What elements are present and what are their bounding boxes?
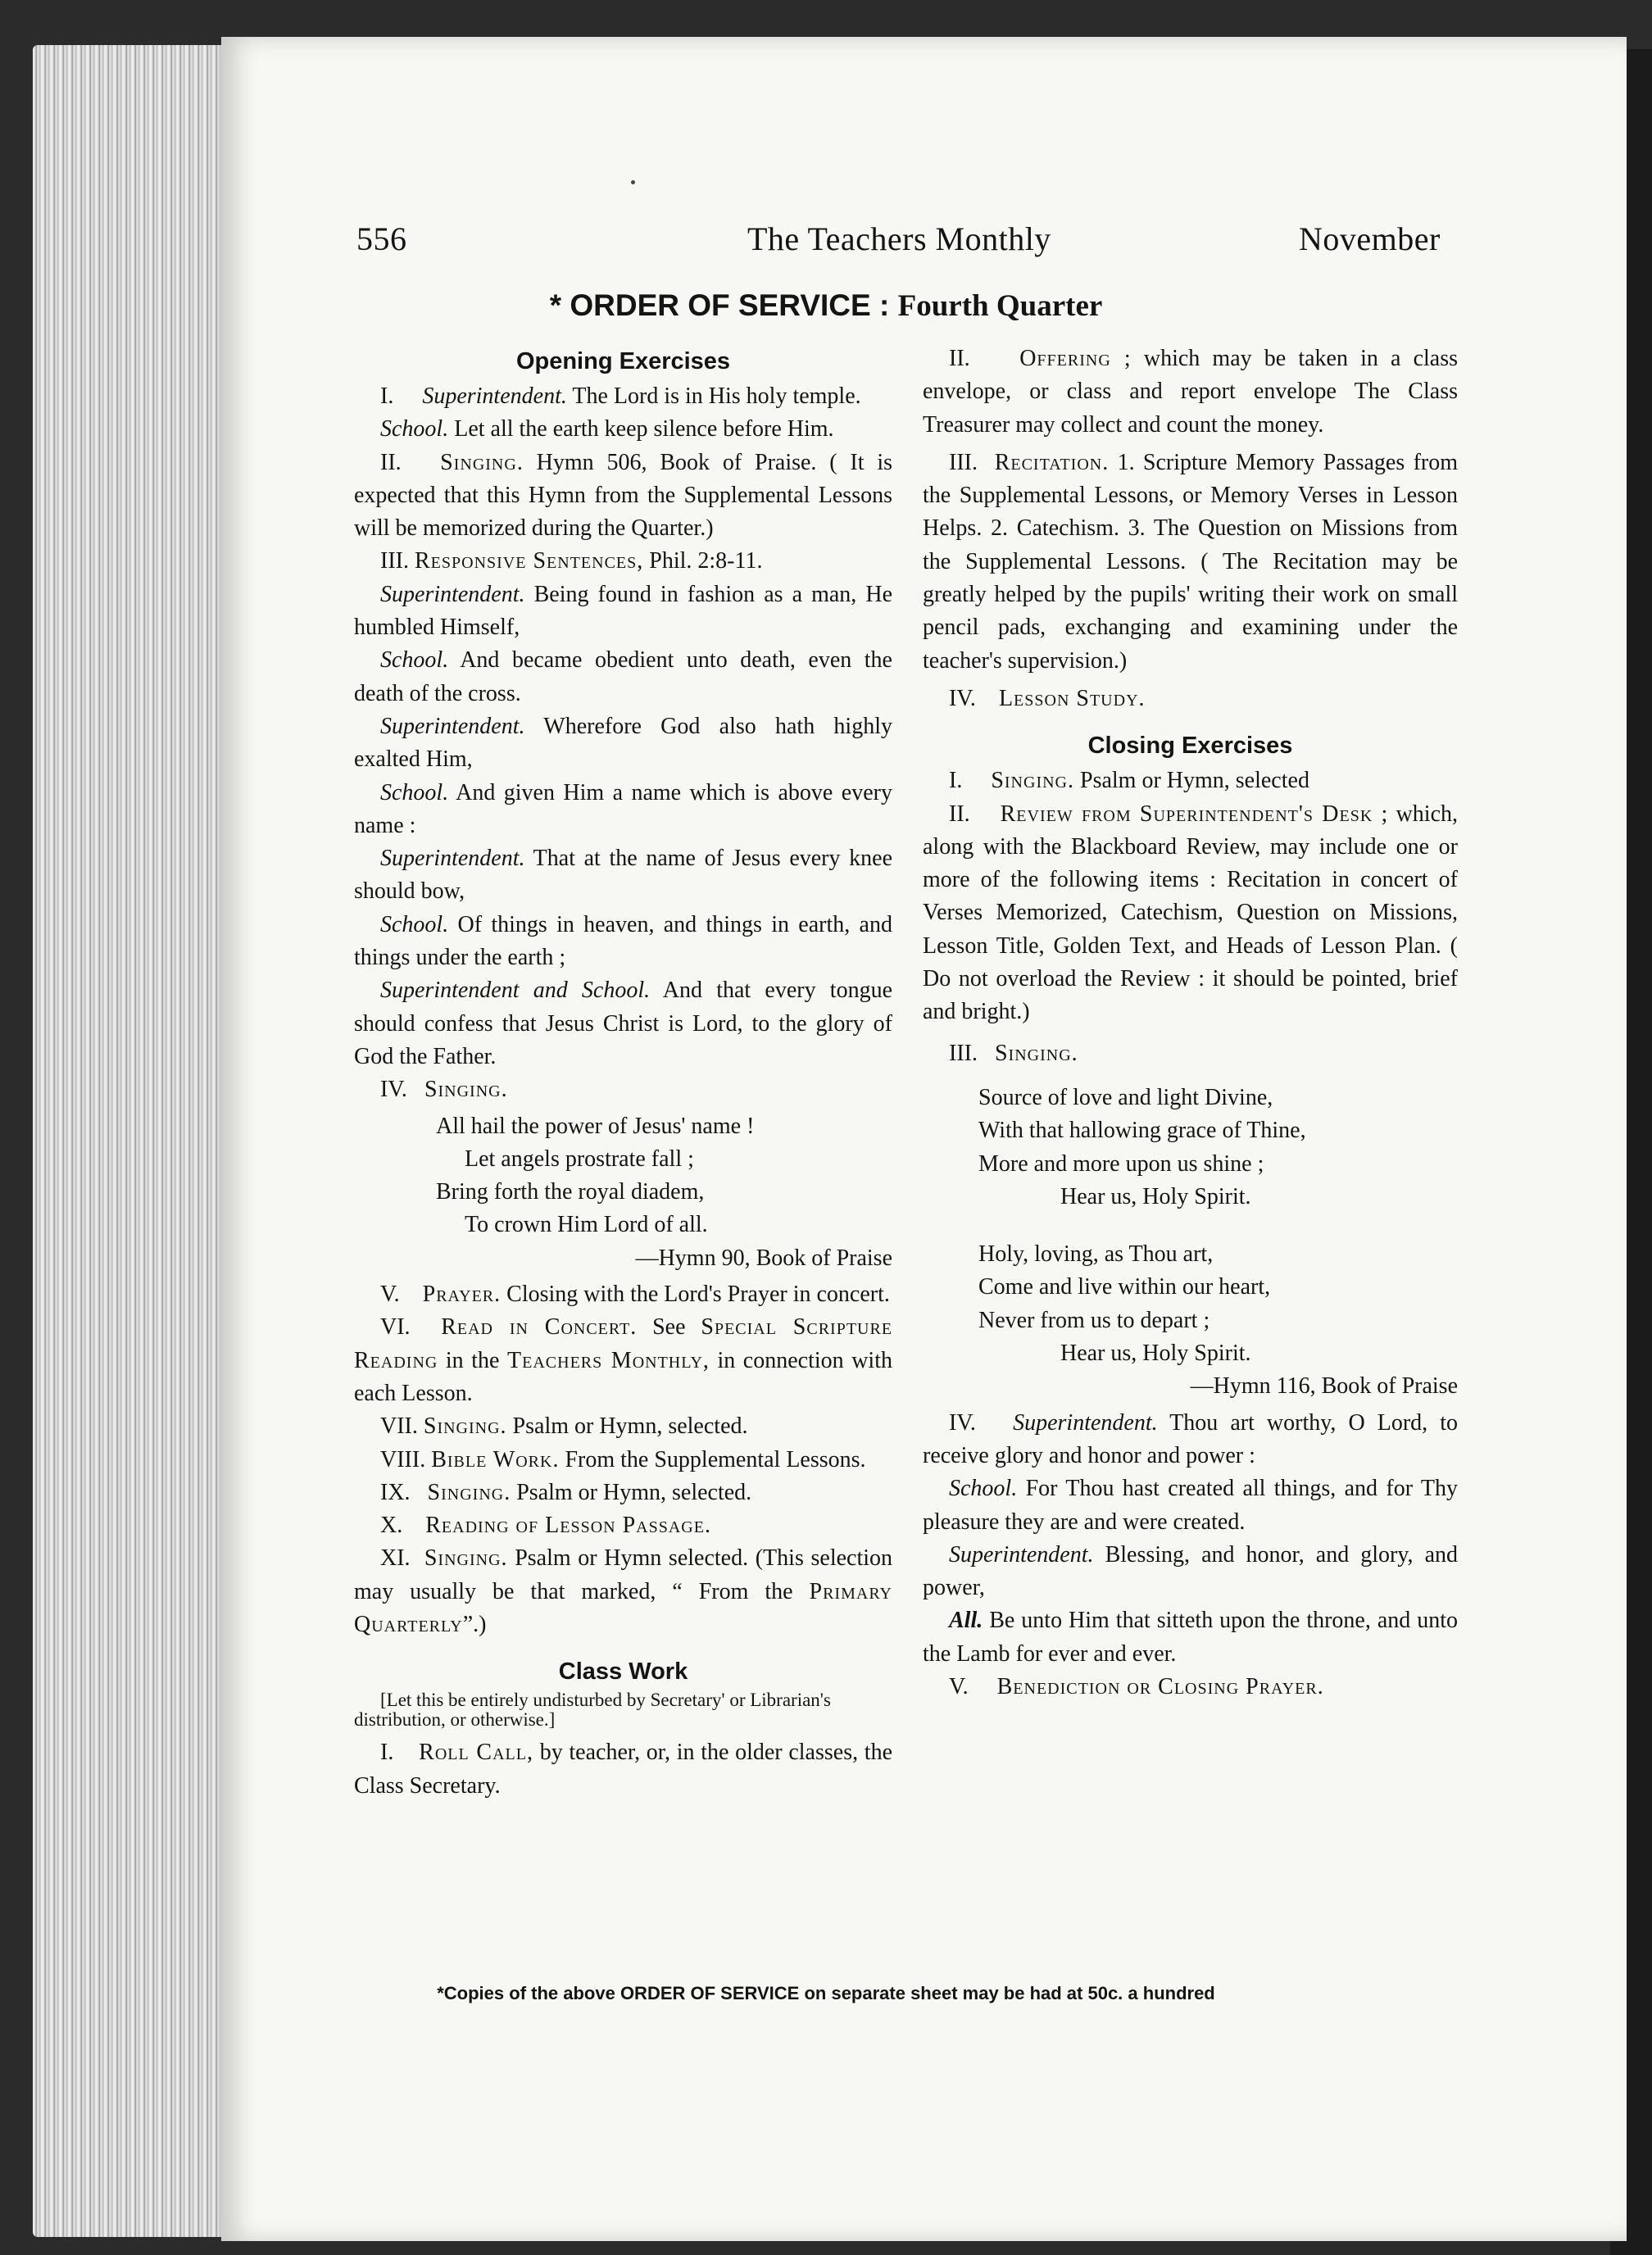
page-title — [0, 288, 1652, 324]
item-viii: VIII. Bible Work. From the Supplemental Lessons. — [380, 1446, 866, 1472]
closing-response-2: Superintendent. Blessing, and honor, and glory, and power, — [923, 1541, 1458, 1601]
response-6: School. Of things in heaven, and things in earth, and things under the earth ; — [354, 911, 892, 971]
hymn-116-stanza-2: Holy, loving, as Thou art, Come and live within our heart, Never from us to depart ; Hear us, Holy Spirit. —Hymn 116, Book of Praise — [923, 1238, 1458, 1403]
item-v: V. Prayer. Closing with the Lord's Prayer in concert. — [380, 1282, 890, 1308]
closing-item-ii: II. Review from Superintendent's Desk ; which, along with the Blackboard Review, may include one or more of the following items : Recitation in concert of Verses Memorized, Catechism, Question on Missions, Lesson Title, Golden Text, and Heads of Lesson Plan. ( Do not overload the Review : it should be pointed, brief and bright.) — [923, 801, 1459, 1025]
class-item-iv: IV. Lesson Study. — [949, 685, 1146, 711]
closing-heading: Closing Exercises — [1087, 733, 1293, 760]
response-5: Superintendent. That at the name of Jesus every knee should bow, — [354, 846, 892, 905]
class-work-note: [Let this be entirely undisturbed by Secretary' or Librarian's distribution, or otherwise.] — [354, 1690, 831, 1731]
right-column — [923, 343, 1458, 1704]
title-main: * ORDER OF SERVICE : — [549, 288, 890, 322]
item-vii: VII. Singing. Psalm or Hymn, selected. — [380, 1413, 748, 1440]
closing-item-i: I. Singing. Psalm or Hymn, selected — [949, 768, 1309, 794]
page-number: 556 — [356, 220, 407, 257]
response-4: School. And given Him a name which is above every name : — [354, 779, 892, 838]
class-item-iii: III. Recitation. 1. Scripture Memory Passages from the Supplemental Lessons, or Memory Verses in Lesson Helps. 2. Catechism. 3. The Question on Missions from the Supplemental Lessons. ( The Recitation may be greatly helped by the pupils' writing their work on small pencil pads, exchanging and examining under the teacher's supervision.) — [923, 449, 1459, 674]
hymn-116-credit: —Hymn 116, Book of Praise — [1190, 1373, 1458, 1400]
class-item-i: I. Roll Call, by teacher, or, in the older classes, the Class Secretary. — [354, 1740, 893, 1799]
item-iv: IV. Singing. — [380, 1077, 508, 1103]
response-3: Superintendent. Wherefore God also hath highly exalted Him, — [354, 713, 892, 773]
opening-heading: Opening Exercises — [515, 348, 731, 374]
closing-item-v: V. Benediction or Closing Prayer. — [949, 1673, 1324, 1699]
closing-item-iii: III. Singing. — [949, 1040, 1078, 1066]
item-x: X. Reading of Lesson Passage. — [380, 1513, 711, 1539]
hymn-credit: —Hymn 90, Book of Praise — [635, 1245, 892, 1271]
item-ii: II. Singing. Hymn 506, Book of Praise. ( It is expected that this Hymn from the Supplemental Lessons will be memorized during the Quarter.) — [354, 449, 893, 542]
item-ix: IX. Singing. Psalm or Hymn, selected. — [380, 1479, 752, 1505]
left-column — [354, 343, 892, 1803]
response-school: School. Let all the earth keep silence before Him. — [380, 416, 834, 442]
book-page-edges — [33, 45, 229, 2237]
response-2: School. And became obedient unto death, even the death of the cross. — [354, 647, 892, 706]
closing-response-3: All. Be unto Him that sitteth upon the throne, and unto the Lamb for ever and ever. — [923, 1608, 1459, 1667]
item-iii: III. Responsive Sentences, Phil. 2:8-11. — [380, 548, 763, 574]
class-item-ii: II. Offering ; which may be taken in a class envelope, or class and report envelope The Class Treasurer may collect and count the money. — [923, 346, 1458, 438]
response-7: Superintendent and School. And that every tongue should confess that Jesus Christ is Lord, to the glory of God the Father. — [354, 978, 892, 1069]
response-1: Superintendent. Being found in fashion as a man, He humbled Himself, — [354, 581, 892, 641]
class-work-heading: Class Work — [558, 1658, 688, 1686]
item-xi: XI. Singing. Psalm or Hymn selected. (This selection may usually be that marked, “ From the Primary Quarterly”.) — [354, 1545, 893, 1637]
title-quarter: Fourth Quarter — [897, 289, 1103, 323]
item-i: I. Superintendent. The Lord is in His holy temple. — [380, 383, 861, 409]
item-vi: VI. Read in Concert. See Special Scripture Reading in the Teachers Monthly, in connection with each Lesson. — [354, 1314, 893, 1406]
hymn-90-verse: All hail the power of Jesus' name ! Let angels prostrate fall ; Bring forth the royal diadem, To crown Him Lord of all. —Hymn 90, Book of Praise — [354, 1110, 892, 1275]
running-title: The Teachers Monthly — [747, 220, 1051, 257]
speck — [631, 180, 635, 184]
closing-response-1: School. For Thou hast created all things, and for Thy pleasure they are and were created. — [923, 1476, 1459, 1535]
closing-item-iv: IV. Superintendent. Thou art worthy, O Lord, to receive glory and honor and power : — [923, 1409, 1458, 1468]
hymn-116-stanza-1: Source of love and light Divine, With that hallowing grace of Thine, More and more upon us shine ; Hear us, Holy Spirit. — [978, 1084, 1306, 1209]
running-month: November — [1299, 220, 1441, 257]
footnote: *Copies of the above ORDER OF SERVICE on separate sheet may be had at 50c. a hundred — [437, 1983, 1215, 2003]
